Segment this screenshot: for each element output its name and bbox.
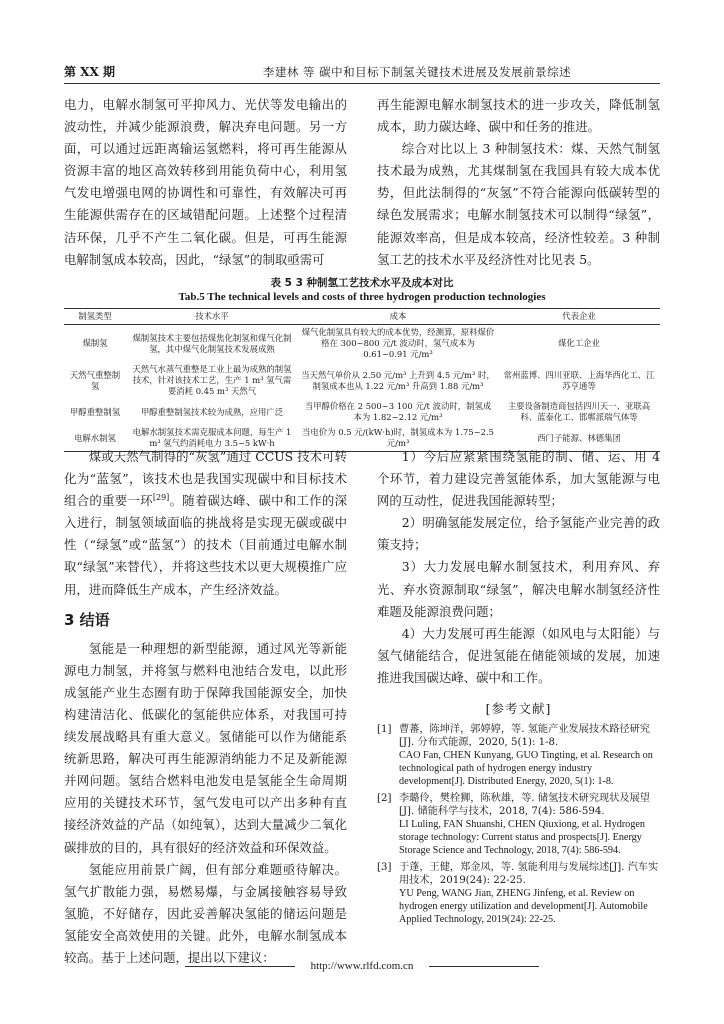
- header-cell-cost: 成本: [298, 309, 498, 325]
- paragraph-text: 。随着碳达峰、碳中和工作的深入进行，制氢领域面临的挑战将是实现无碳或碳中性（“绿氢”或“蓝氢”）的技术（目前通过电解水制取“绿氢”来替代），并将这些技术以更大规模推广应用，进而降低生产成本，产生经济效益。: [64, 493, 347, 597]
- reference-en: LI Luling, FAN Shuanshi, CHEN Qiuxiong, et al. Hydrogen storage technology: Current status and prospects[J]. Energy Storage Science and Technology, 2018, 7(4): 586-594.: [399, 819, 645, 857]
- right-column-top: [377, 94, 660, 271]
- reference-number: [2]: [377, 793, 392, 805]
- body-paragraph: 电力，电解水制氢可平抑风力、光伏等发电输出的波动性，并减少能源浪费，解决弃电问题。另一方面，可以通过远距离输运氢燃料，将可再生能源从资源丰富的地区高效转移到用能负荷中心，利用氢气发电增强电网的协调性和可靠性，有效解决可再生能源供需存在的区域错配问题。上述整个过程清洁环保，几乎不产生二氧化碳。但是，可再生能源电解制氢成本较高，因此，“绿氢”的制取亟需可: [64, 97, 347, 267]
- citation[interactable]: [29]: [152, 493, 170, 503]
- reference-en: YU Peng, WANG Jian, ZHENG Jinfeng, et al. Review on hydrogen energy utilization and development[J]. Automobile Applied Technology, 2019(24): 22-25.: [399, 888, 648, 926]
- reference-cn: 李璐伶，樊栓狮，陈秋雄，等. 储氢技术研究现状及展望[J]. 储能科学与技术，2018, 7(4): 586-594.: [399, 793, 650, 818]
- suggestion-item: 4）大力发展可再生能源（如风电与太阳能）与氢气储能结合，促进氢能在储能领域的发展，加速推进我国碳达峰、碳中和工作。: [377, 625, 660, 685]
- cell-type: 天然气重整制氢: [69, 369, 121, 391]
- reference-number: [1]: [377, 724, 392, 736]
- table-5: [64, 276, 660, 452]
- issue-number: 第 XX 期: [64, 65, 115, 79]
- cell-cost: 当甲醇价格在 2 500~3 100 元/t 波动时，制氢成本为 1.82~2.12 元/m³: [304, 401, 492, 422]
- suggestion-item: 3）大力发展电解水制氢技术，利用弃风、弃光、弃水资源制取“绿氢”，解决电解水制氢经济性难题及能源浪费问题；: [377, 559, 660, 619]
- body-paragraph: 氢能应用前景广阔，但有部分难题亟待解决。氢气扩散能力强，易燃易爆，与金属接触容易导致氢脆，不好储存，因此妥善解决氢能的储运问题是氢能安全高效使用的关键。此外，电解水制氢成本较高。基于上述问题，提出以下建议：: [64, 861, 347, 965]
- cell-tech: 天然气水蒸气重整是工业上最为成熟的制氢技术，针对该技术工艺，生产 1 m³ 氢气需要消耗 0.45 m³ 天然气: [132, 364, 292, 396]
- section-heading: 3 结语: [64, 610, 110, 629]
- cell-type: 煤制氢: [82, 338, 108, 348]
- table-header-row: [64, 309, 660, 325]
- cell-tech: 电解水制氢技术需克服成本问题，每生产 1 m³ 氢气约消耗电力 3.5~5 kW·h: [126, 425, 298, 452]
- footer-rule-left: [185, 966, 295, 967]
- reference-cn: 曹蕃，陈坤洋，郭婷婷，等. 氢能产业发展技术路径研究[J]. 分布式能源，2020, 5(1): 1-8.: [399, 724, 650, 749]
- cell-firms: 主要设备制造商包括四川天一、亚联高科、蓝泰化工、邯郸派瑞气体等: [507, 401, 651, 422]
- right-column-bottom: [377, 446, 660, 930]
- body-paragraph: 氢能是一种理想的新型能源，通过风光等新能源电力制氢，并将氢与燃料电池结合发电，以此形成氢能产业生态圈有助于保障我国能源安全，加快构建清洁化、低碳化的氢能供应体系，对我国可持续发展战略具有重大意义。氢储能可以作为储能系统新思路，解决可再生能源消纳能力不足及新能源并网问题。氢结合燃料电池发电是氢能全生命周期应用的关键技术环节，氢气发电可以产出多种有直接经济效益的产品（如纯氧），达到大量减少二氧化碳排放的目的，具有很好的经济效益和环保效益。: [64, 640, 347, 855]
- left-column-top: [64, 94, 347, 271]
- cell-type: 电解水制氢: [64, 425, 126, 452]
- table-caption-cn: 表 5 3 种制氢工艺技术水平及成本对比: [270, 277, 454, 289]
- header-cell-type: 制氢类型: [64, 309, 126, 325]
- cell-cost: 煤气化制氢具有较大的成本优势，经测算，原料煤价格在 300~800 元/t 波动时，氢气成本为 0.61~0.91 元/m³: [301, 327, 495, 359]
- cell-tech: 煤制氢技术主要包括煤焦化制氢和煤气化制氢，其中煤气化制氢技术发展成熟: [132, 332, 292, 354]
- cell-firms: 西门子能源、林德集团: [498, 425, 660, 452]
- reference-cn: 于蓬，王健，郑金凤，等. 氢能利用与发展综述[J]. 汽车实用技术，2019(24): 22-25.: [399, 862, 659, 887]
- cell-tech: 甲醇重整制氢技术较为成熟，应用广泛: [140, 406, 284, 417]
- header-cell-tech: 技术水平: [126, 309, 298, 325]
- cell-cost: 当天然气单价从 2.50 元/m³ 上升到 4.5 元/m³ 时，制氢成本也从 1.22 元/m³ 升高到 1.88 元/m³: [301, 369, 495, 391]
- paragraph-text: 煤或天然气制得的“灰氢”通过 CCUS 技术可转化为“蓝氢”，该技术也是我国实现碳中和目标技术组合的重要一环: [64, 449, 347, 509]
- comparison-table: [64, 308, 660, 452]
- suggestion-item: 2）明确氢能发展定位，给予氢能产业完善的政策支持；: [377, 515, 660, 553]
- running-header: [64, 62, 660, 84]
- reference-en: CAO Fan, CHEN Kunyang, GUO Tingting, et al. Research on technological path of hydrogen energy industry development[J]. Distributed Energy, 2020, 5(1): 1-8.: [399, 750, 653, 788]
- body-paragraph: 综合对比以上 3 种制氢技术：煤、天然气制氢技术最为成熟，尤其煤制氢在我国具有较大成本优势，但此法制得的“灰氢”不符合能源向低碳转型的绿色发展需求；电解水制氢技术可以制得“绿氢”，能源效率高，但是成本较高，经济性较差。3 种制氢工艺的技术水平及经济性对比见表 5。: [377, 141, 660, 267]
- running-title: 李建林 等 碳中和目标下制氢关键技术进展及发展前景综述: [262, 65, 572, 79]
- references-heading: [参考文献]: [485, 701, 552, 717]
- reference-item: [377, 723, 660, 788]
- cell-firms: 常州蓝博、四川亚联、上海华西化工、江苏亨通等: [503, 369, 655, 391]
- table-row: [64, 362, 660, 399]
- reference-item: [377, 861, 660, 926]
- suggestion-item: 1）今后应紧紧围绕氢能的制、储、运、用 4 个环节，着力建设完善氢能体系，加大氢能源与电网的互动性，促进我国能源转型；: [377, 449, 660, 509]
- cell-firms: 煤化工企业: [558, 338, 600, 348]
- footer-rule-right: [429, 966, 539, 967]
- cell-cost: 当电价为 0.5 元/(kW·h)时，制氢成本为 1.75~2.5 元/m³: [298, 425, 498, 452]
- header-cell-firms: 代表企业: [498, 309, 660, 325]
- left-column-bottom: [64, 446, 347, 969]
- reference-item: [377, 792, 660, 857]
- table-caption-en: Tab.5 The technical levels and costs of three hydrogen production technologies: [178, 291, 546, 303]
- page-footer: [64, 960, 660, 972]
- cell-type: 甲醇重整制氢: [69, 406, 121, 417]
- table-row: [64, 399, 660, 425]
- body-paragraph: 再生能源电解水制氢技术的进一步攻关，降低制氢成本，助力碳达峰、碳中和任务的推进。: [377, 97, 660, 135]
- body-paragraph: [64, 446, 347, 601]
- footer-url[interactable]: http://www.rlfd.com.cn: [310, 960, 414, 972]
- reference-number: [3]: [377, 862, 392, 874]
- table-row: [64, 325, 660, 363]
